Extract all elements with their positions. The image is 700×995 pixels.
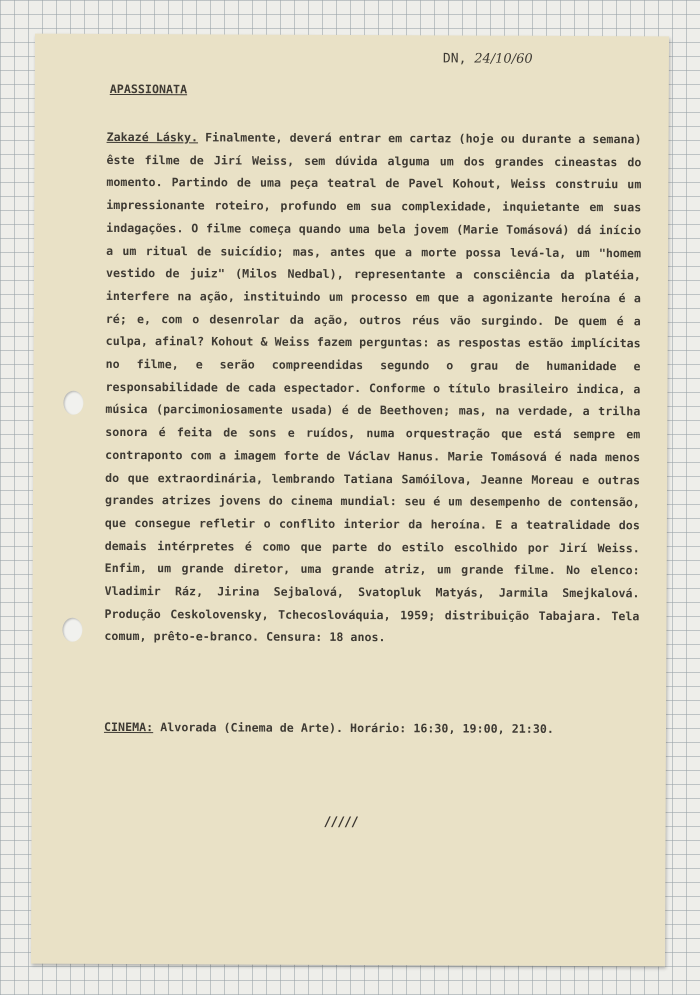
binder-hole-bottom xyxy=(62,618,82,642)
handwritten-date: 24/10/60 xyxy=(474,51,533,67)
document-date xyxy=(443,51,533,66)
cinema-line xyxy=(104,720,639,736)
date-prefix: DN, xyxy=(442,51,467,67)
typed-document-page xyxy=(31,34,669,967)
review-text: Finalmente, deverá entrar em cartaz (hoje ou durante a semana) êste filme de Jirí Weiss, sem dúvida alguma um dos grandes cineastas do momento. Partindo de uma peça teatral de Pavel Kohout, Weiss construiu um impressionante roteiro, profundo em sua complexidade, inquietante em suas indagações. O filme começa quando uma bela jovem (Marie Tomásová) dá início a um ritual de suicídio; mas, antes que a morte possa levá-la, um "homem vestido de juiz" (Milos Nedbal), representante a consciência da platéia, interfere na ação, instituindo um processo em que a agonizante heroína é a ré; e, com o desenrolar da ação, outros réus vão surgindo. De quem é a culpa, afinal? Kohout & Weiss fazem perguntas: as respostas estão implícitas no filme, e serão compreendidas segundo o grau de humanidade e responsabilidade de cada espectador. Conforme o título brasileiro indica, a música (parcimoniosamente usada) é de Beethoven; mas, na verdade, a trilha sonora é feita de sons e ruídos, numa orquestração que está sempre em contraponto com a imagem forte de Václav Hanus. Marie Tomásová é nada menos do que extraordinária, lembrando Tatiana Samóilova, Jeanne Moreau e outras grandes atrizes jovens do cinema mundial: seu é um desempenho de contensão, que consegue refletir o conflito interior da heroína. E a teatralidade dos demais intérpretes é como que parte do estilo escolhido por Jirí Weiss. Enfim, um grande diretor, uma grande atriz, um grande filme. No elenco: Vladimir Ráz, Jirina Sejbalová, Svatopluk Matyás, Jarmila Smejkalová. Produção Ceskolovensky, Tchecoslováquia, 1959; distribuição Tabajara. Tela comum, prêto-e-branco. Censura: 18 anos. xyxy=(104,130,642,645)
film-name: Zakazé Lásky. xyxy=(106,129,199,145)
binder-hole-top xyxy=(63,391,83,415)
review-body xyxy=(104,126,641,651)
cinema-text: Alvorada (Cinema de Arte). Horário: 16:30, 19:00, 21:30. xyxy=(160,720,554,736)
review-title: APASSIONATA xyxy=(109,81,188,97)
end-mark: ///// xyxy=(323,814,358,831)
cinema-label: CINEMA: xyxy=(103,719,154,735)
